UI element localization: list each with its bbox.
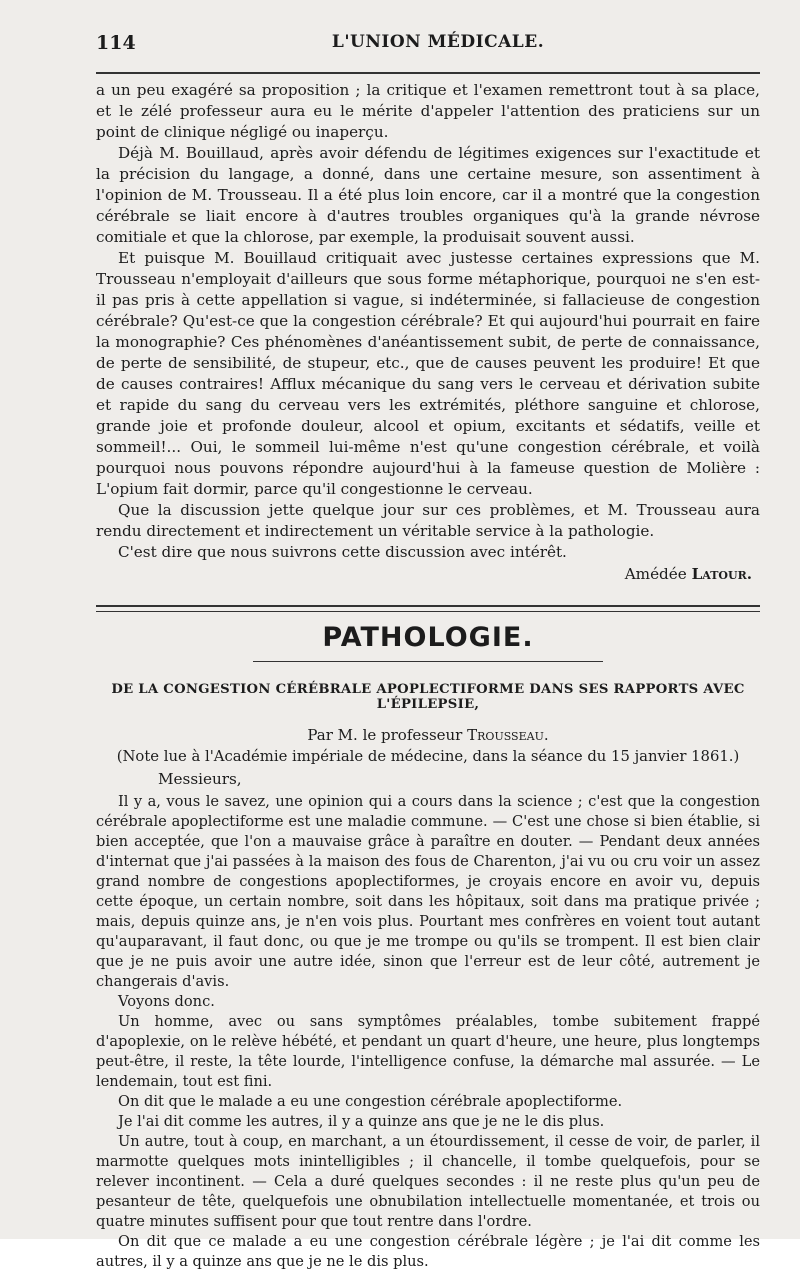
article-paragraph: Un homme, avec ou sans symptômes préalables, tombe subitement frappé d'apoplexie, on le relève hébété, et pendant un quart d'heure, une heure, plus longtemps peut-être, il reste, la tête lourde, l'intelligence confuse, la démarche mal assurée. — Le lendemain, tout est fini. — [96, 1013, 760, 1090]
letter-paragraph: Que la discussion jette quelque jour sur ces problèmes, et M. Trousseau aura rendu directement et indirectement un véritable service à la pathologie. — [96, 501, 760, 540]
article-paragraph: Un autre, tout à coup, en marchant, a un étourdissement, il cesse de voir, de parler, il marmotte quelques mots inintelligibles ; il chancelle, il tombe quelquefois, pour se relever incontinent. — Cela a duré quelques secondes : il ne reste plus qu'un peu de pesanteur de tête, quelquefois une obnubilation intellectuelle momentanée, et trois ou quatre minutes suffisent pour que tout rentre dans l'ordre. — [96, 1133, 760, 1230]
signature-first-name: Amédée — [624, 565, 687, 583]
section-title: PATHOLOGIE. — [322, 622, 534, 653]
salutation: Messieurs, — [158, 770, 242, 788]
byline — [96, 726, 760, 744]
letter-paragraph: Déjà M. Bouillaud, après avoir défendu de légitimes exigences sur l'exactitude et la précision du langage, a donné, dans une certaine mesure, son assentiment à l'opinion de M. Trousseau. Il a été plus loin encore, car il a montré que la congestion cérébrale se liait encore à d'autres troubles organiques qu'à la grande névrose comitiale et que la chlorose, par exemple, la produisait souvent aussi. — [96, 144, 760, 246]
byline-prefix: Par M. le professeur — [307, 726, 463, 744]
letter-paragraph: a un peu exagéré sa proposition ; la critique et l'examen remettront tout à sa place, et le zélé professeur aura eu le mérite d'appeler l'attention des praticiens sur un point de clinique négligé ou inaperçu. — [96, 81, 760, 141]
page-header — [96, 22, 760, 62]
letter-paragraph: Et puisque M. Bouillaud critiquait avec justesse certaines expressions que M. Trousseau n'employait d'ailleurs que sous forme métaphorique, pourquoi ne s'en est-il pas pris à cette appellation si vague, si indéterminée, si fallacieuse de congestion cérébrale? Qu'est-ce que la congestion cérébrale? Et qui aujourd'hui pourrait en faire la monographie? Ces phénomènes d'anéantissement subit, de perte de connaissance, de perte de sensibilité, de stupeur, etc., que de causes peuvent les produire! Et que de causes contraires! Afflux mécanique du sang vers le cerveau et dérivation subite et rapide du sang du cerveau vers les extrémités, pléthore sanguine et chlorose, grande joie et profonde douleur, alcool et opium, excitants et sédatifs, veille et sommeil!... Oui, le sommeil lui-même n'est qu'une congestion cérébrale, et voilà pourquoi nous pouvons répondre aujourd'hui à la fameuse question de Molière : L'opium fait dormir, parce qu'il congestionne le cerveau. — [96, 249, 760, 498]
page-number: 114 — [96, 32, 136, 54]
article-paragraph: On dit que ce malade a eu une congestion cérébrale légère ; je l'ai dit comme les autres, il y a quinze ans que je ne le dis plus. — [96, 1233, 760, 1270]
running-title: L'UNION MÉDICALE. — [331, 32, 545, 52]
signature-last-name: Latour. — [691, 565, 752, 583]
article-title: DE LA CONGESTION CÉRÉBRALE APOPLECTIFORME DANS SES RAPPORTS AVEC L'ÉPILEPSIE, — [111, 682, 745, 712]
header-rule — [96, 72, 760, 74]
editorial-letter — [96, 80, 760, 583]
section-divider — [96, 605, 760, 612]
article-paragraph: Je l'ai dit comme les autres, il y a quinze ans que je ne le dis plus. — [118, 1113, 605, 1130]
article-paragraph: Voyons donc. — [118, 993, 215, 1010]
title-underline — [253, 661, 603, 662]
byline-author: Trousseau. — [467, 726, 549, 744]
reading-note: (Note lue à l'Académie impériale de médecine, dans la séance du 15 janvier 1861.) — [116, 748, 740, 765]
signature — [96, 565, 760, 583]
article-body — [96, 769, 760, 1272]
article-paragraph: Il y a, vous le savez, une opinion qui a cours dans la science ; c'est que la congestion cérébrale apoplectiforme est une maladie commune. — C'est une chose si bien établie, si bien acceptée, que l'on a mauvaise grâce à paraître en douter. — Pendant deux années d'internat que j'ai passées à la maison des fous de Charenton, j'ai vu ou cru voir un assez grand nombre de congestions apoplectiformes, je croyais encore en avoir vu, depuis cette époque, un certain nombre, soit dans les hôpitaux, soit dans ma pratique privée ; mais, depuis quinze ans, je n'en vois plus. Pourtant mes confrères en voient tout autant qu'auparavant, il faut donc, ou que je me trompe ou qu'ils se trompent. Il est bien clair que je ne puis avoir une autre idée, sinon que l'erreur est de leur côté, autrement je changerais d'avis. — [96, 793, 760, 990]
letter-paragraph: C'est dire que nous suivrons cette discussion avec intérêt. — [118, 543, 567, 561]
article-paragraph: On dit que le malade a eu une congestion cérébrale apoplectiforme. — [118, 1093, 623, 1110]
